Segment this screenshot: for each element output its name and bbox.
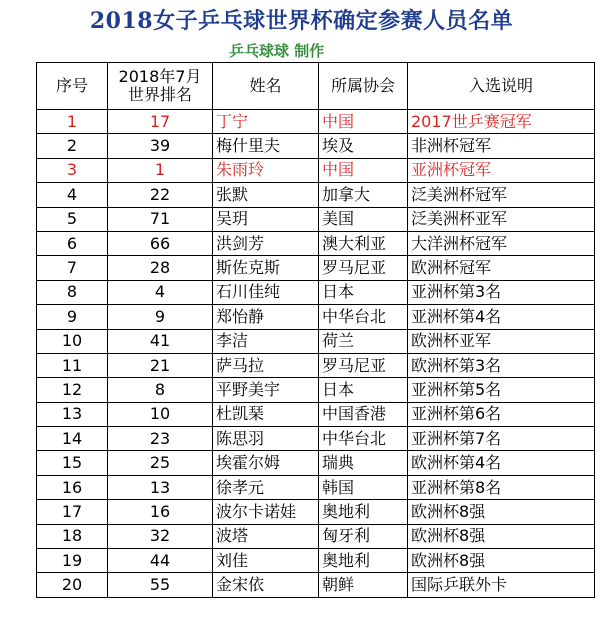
- cell-rank: 13: [108, 475, 213, 499]
- cell-rank: 39: [108, 134, 213, 158]
- table-row: [37, 256, 595, 280]
- cell-num: 9: [37, 305, 108, 329]
- cell-note: 亚洲杯第3名: [408, 280, 595, 304]
- cell-name: 陈思羽: [213, 427, 319, 451]
- cell-note: 2017世乒赛冠军: [408, 110, 595, 134]
- cell-name: 石川佳纯: [213, 280, 319, 304]
- table-row: [37, 329, 595, 353]
- cell-note: 非洲杯冠军: [408, 134, 595, 158]
- cell-rank: 10: [108, 402, 213, 426]
- cell-note: 亚洲杯第7名: [408, 427, 595, 451]
- table-row: [37, 378, 595, 402]
- cell-num: 2: [37, 134, 108, 158]
- cell-assoc: 中华台北: [319, 427, 408, 451]
- cell-name: 埃霍尔姆: [213, 451, 319, 475]
- cell-rank: 16: [108, 500, 213, 524]
- cell-rank: 4: [108, 280, 213, 304]
- roster-table-body: [37, 63, 595, 598]
- cell-assoc: 埃及: [319, 134, 408, 158]
- cell-name: 郑怡静: [213, 305, 319, 329]
- cell-assoc: 匈牙利: [319, 524, 408, 548]
- cell-note: 欧洲杯8强: [408, 524, 595, 548]
- table-row: [37, 280, 595, 304]
- cell-note: 国际乒联外卡: [408, 573, 595, 597]
- cell-name: 朱雨玲: [213, 158, 319, 182]
- cell-name: 波塔: [213, 524, 319, 548]
- page-title: 2018女子乒乓球世界杯确定参赛人员名单: [89, 8, 514, 34]
- cell-assoc: 瑞典: [319, 451, 408, 475]
- cell-rank: 8: [108, 378, 213, 402]
- cell-rank: 32: [108, 524, 213, 548]
- cell-name: 刘佳: [213, 549, 319, 573]
- cell-assoc: 中国香港: [319, 402, 408, 426]
- cell-note: 亚洲杯第5名: [408, 378, 595, 402]
- header-rank: [108, 63, 213, 110]
- cell-note: 亚洲杯冠军: [408, 158, 595, 182]
- cell-assoc: 奥地利: [319, 549, 408, 573]
- header-num: 序号: [37, 63, 108, 110]
- table-row: [37, 573, 595, 597]
- cell-note: 亚洲杯第6名: [408, 402, 595, 426]
- cell-num: 7: [37, 256, 108, 280]
- cell-note: 欧洲杯8强: [408, 500, 595, 524]
- cell-num: 4: [37, 183, 108, 207]
- table-row: [37, 110, 595, 134]
- cell-num: 17: [37, 500, 108, 524]
- cell-rank: 17: [108, 110, 213, 134]
- cell-assoc: 荷兰: [319, 329, 408, 353]
- cell-note: 泛美洲杯亚军: [408, 207, 595, 231]
- table-row: [37, 475, 595, 499]
- cell-assoc: 澳大利亚: [319, 231, 408, 255]
- cell-assoc: 美国: [319, 207, 408, 231]
- cell-rank: 23: [108, 427, 213, 451]
- cell-rank: 71: [108, 207, 213, 231]
- cell-name: 斯佐克斯: [213, 256, 319, 280]
- cell-num: 14: [37, 427, 108, 451]
- cell-rank: 41: [108, 329, 213, 353]
- header-rank-line1: 2018年7月: [118, 66, 202, 86]
- header-rank-line2: 世界排名: [127, 85, 192, 104]
- cell-assoc: 加拿大: [319, 183, 408, 207]
- cell-note: 大洋洲杯冠军: [408, 231, 595, 255]
- cell-num: 11: [37, 353, 108, 377]
- table-row: [37, 451, 595, 475]
- table-row: [37, 402, 595, 426]
- cell-name: 梅什里夫: [213, 134, 319, 158]
- header-assoc: 所属协会: [319, 63, 408, 110]
- cell-num: 18: [37, 524, 108, 548]
- page-subtitle: 乒乓球球 制作: [229, 42, 325, 60]
- cell-name: 萨马拉: [213, 353, 319, 377]
- cell-assoc: 日本: [319, 378, 408, 402]
- cell-assoc: 中华台北: [319, 305, 408, 329]
- cell-assoc: 韩国: [319, 475, 408, 499]
- table-row: [37, 183, 595, 207]
- cell-name: 金宋依: [213, 573, 319, 597]
- cell-num: 16: [37, 475, 108, 499]
- cell-name: 洪剑芳: [213, 231, 319, 255]
- cell-note: 欧洲杯亚军: [408, 329, 595, 353]
- cell-rank: 9: [108, 305, 213, 329]
- cell-rank: 25: [108, 451, 213, 475]
- cell-num: 20: [37, 573, 108, 597]
- header-name: 姓名: [213, 63, 319, 110]
- cell-num: 1: [37, 110, 108, 134]
- table-row: [37, 427, 595, 451]
- cell-note: 欧洲杯冠军: [408, 256, 595, 280]
- cell-assoc: 朝鲜: [319, 573, 408, 597]
- cell-name: 丁宁: [213, 110, 319, 134]
- table-row: [37, 158, 595, 182]
- cell-name: 徐孝元: [213, 475, 319, 499]
- cell-name: 张默: [213, 183, 319, 207]
- cell-note: 亚洲杯第8名: [408, 475, 595, 499]
- cell-num: 10: [37, 329, 108, 353]
- cell-name: 波尔卡诺娃: [213, 500, 319, 524]
- cell-num: 6: [37, 231, 108, 255]
- table-row: [37, 305, 595, 329]
- cell-rank: 21: [108, 353, 213, 377]
- cell-num: 12: [37, 378, 108, 402]
- cell-rank: 66: [108, 231, 213, 255]
- cell-name: 平野美宇: [213, 378, 319, 402]
- table-row: [37, 500, 595, 524]
- cell-note: 欧洲杯第3名: [408, 353, 595, 377]
- table-row: [37, 207, 595, 231]
- cell-rank: 44: [108, 549, 213, 573]
- cell-num: 8: [37, 280, 108, 304]
- cell-assoc: 中国: [319, 158, 408, 182]
- cell-num: 19: [37, 549, 108, 573]
- table-row: [37, 549, 595, 573]
- cell-assoc: 罗马尼亚: [319, 353, 408, 377]
- cell-rank: 55: [108, 573, 213, 597]
- cell-num: 15: [37, 451, 108, 475]
- table-row: [37, 524, 595, 548]
- cell-note: 欧洲杯第4名: [408, 451, 595, 475]
- cell-assoc: 中国: [319, 110, 408, 134]
- cell-rank: 1: [108, 158, 213, 182]
- cell-note: 泛美洲杯冠军: [408, 183, 595, 207]
- cell-rank: 22: [108, 183, 213, 207]
- table-row: [37, 134, 595, 158]
- cell-name: 吴玥: [213, 207, 319, 231]
- table-header-row: [37, 63, 595, 110]
- cell-note: 欧洲杯8强: [408, 549, 595, 573]
- cell-rank: 28: [108, 256, 213, 280]
- cell-num: 3: [37, 158, 108, 182]
- header-note: 入选说明: [408, 63, 595, 110]
- cell-num: 13: [37, 402, 108, 426]
- roster-table: [36, 62, 595, 598]
- cell-name: 李洁: [213, 329, 319, 353]
- table-row: [37, 231, 595, 255]
- cell-assoc: 罗马尼亚: [319, 256, 408, 280]
- cell-note: 亚洲杯第4名: [408, 305, 595, 329]
- cell-assoc: 日本: [319, 280, 408, 304]
- table-row: [37, 353, 595, 377]
- cell-num: 5: [37, 207, 108, 231]
- cell-assoc: 奥地利: [319, 500, 408, 524]
- cell-name: 杜凯琹: [213, 402, 319, 426]
